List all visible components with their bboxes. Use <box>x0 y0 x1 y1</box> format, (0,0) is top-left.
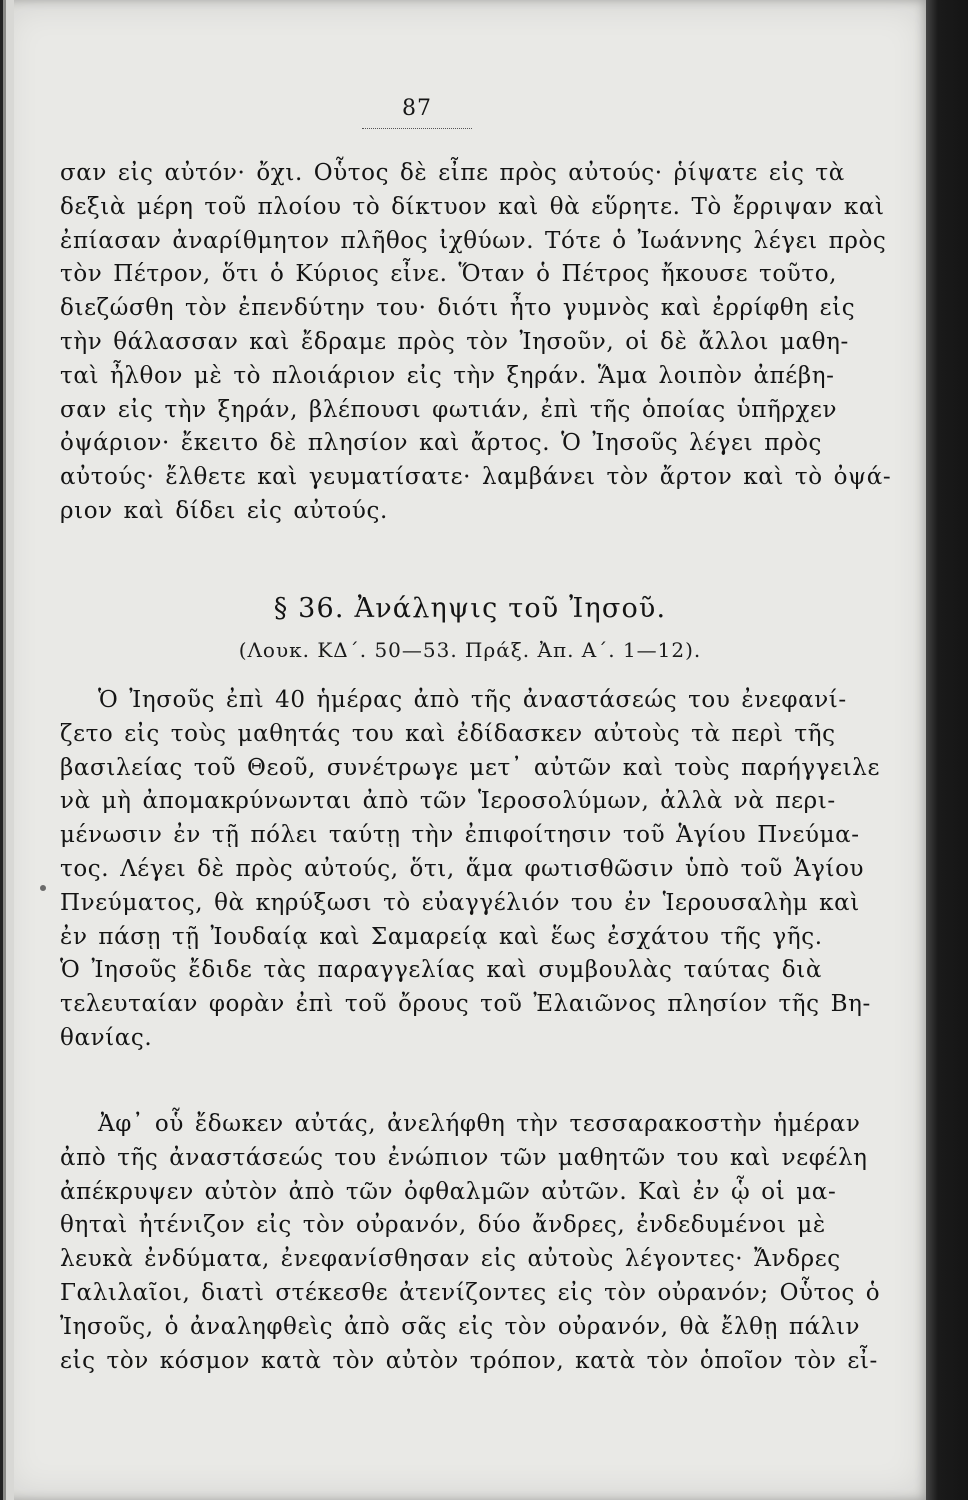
text-line: Πνεύματος, θὰ κηρύξωσι τὸ εὐαγγέλιόν του ἐν Ἱερουσαλὴμ καὶ <box>60 889 860 916</box>
text-line: σαν εἰς τὴν ξηράν, βλέπουσι φωτιάν, ἐπὶ τῆς ὁποίας ὑπῆρχεν <box>60 396 838 423</box>
section-heading: § 36. Ἀνάληψις τοῦ Ἰησοῦ. <box>273 593 667 624</box>
text-line: ζετο εἰς τοὺς μαθητάς του καὶ ἐδίδασκεν αὐτοὺς τὰ περὶ τῆς <box>60 720 836 747</box>
text-line: βασιλείας τοῦ Θεοῦ, συνέτρωγε μετ᾽ αὐτῶν καὶ τοὺς παρήγγειλε <box>60 754 880 781</box>
text-line: λευκὰ ἐνδύματα, ἐνεφανίσθησαν εἰς αὐτοὺς λέγοντες· Ἄνδρες <box>60 1246 841 1273</box>
text-line: ἀπέκρυψεν αὐτὸν ἀπὸ τῶν ὀφθαλμῶν αὐτῶν. Καὶ ἐν ᾧ οἱ μα- <box>60 1178 837 1205</box>
text-line: Ἰησοῦς, ὁ ἀναληφθεὶς ἀπὸ σᾶς εἰς τὸν οὐρανόν, θὰ ἔλθῃ πάλιν <box>60 1313 861 1340</box>
text-line: Ὁ Ἰησοῦς ἐπὶ 40 ἡμέρας ἀπὸ τῆς ἀναστάσεώς του ἐνεφανί- <box>98 687 847 713</box>
text-line: ταὶ ἦλθον μὲ τὸ πλοιάριον εἰς τὴν ξηράν. Ἅμα λοιπὸν ἀπέβη- <box>60 362 835 389</box>
text-line: θηταὶ ἠτένιζον εἰς τὸν οὐρανόν, δύο ἄνδρες, ἐνδεδυμένοι μὲ <box>60 1212 826 1239</box>
text-line: τὴν θάλασσαν καὶ ἔδραμε πρὸς τὸν Ἰησοῦν, οἱ δὲ ἄλλοι μαθη- <box>60 328 849 355</box>
text-line: τος. Λέγει δὲ πρὸς αὐτούς, ὅτι, ἅμα φωτισθῶσιν ὑπὸ τοῦ Ἁγίου <box>60 855 865 882</box>
text-line: τελευταίαν φορὰν ἐπὶ τοῦ ὄρους τοῦ Ἐλαιῶνος πλησίον τῆς Βη- <box>60 991 871 1018</box>
text-line: μένωσιν ἐν τῇ πόλει ταύτῃ τὴν ἐπιφοίτησιν τοῦ Ἁγίου Πνεύμα- <box>60 822 860 849</box>
text-line: τὸν Πέτρον, ὅτι ὁ Κύριος εἶνε. Ὅταν ὁ Πέτρος ἤκουσε τοῦτο, <box>60 261 838 288</box>
paragraph-1 <box>60 157 892 529</box>
paragraph-3 <box>60 1108 881 1378</box>
paragraph-2 <box>60 684 880 1056</box>
text-line: σαν εἰς αὐτόν· ὄχι. Οὗτος δὲ εἶπε πρὸς αὐτούς· ῥίψατε εἰς τὰ <box>60 160 845 186</box>
text-line: ριον καὶ δίδει εἰς αὐτούς. <box>60 497 388 524</box>
text-line: ἐν πάσῃ τῇ Ἰουδαίᾳ καὶ Σαμαρείᾳ καὶ ἕως ἐσχάτου τῆς γῆς. <box>60 923 823 950</box>
text-line: θανίας. <box>60 1024 153 1051</box>
text-line: ἐπίασαν ἀναρίθμητον πλῆθος ἰχθύων. Τότε ὁ Ἰωάννης λέγει πρὸς <box>60 227 887 254</box>
text-line: Ὁ Ἰησοῦς ἔδιδε τὰς παραγγελίας καὶ συμβουλὰς ταύτας διὰ <box>60 957 822 984</box>
text-line: δεξιὰ μέρη τοῦ πλοίου τὸ δίκτυον καὶ θὰ εὕρητε. Τὸ ἔρριψαν καὶ <box>60 193 885 220</box>
text-line: ἀπὸ τῆς ἀναστάσεώς του ἐνώπιον τῶν μαθητῶν του καὶ νεφέλη <box>60 1144 868 1171</box>
text-line: νὰ μὴ ἀπομακρύνωνται ἀπὸ τῶν Ἱεροσολύμων, ἀλλὰ νὰ περι- <box>60 788 836 815</box>
text-line: ὀψάριον· ἔκειτο δὲ πλησίον καὶ ἄρτος. Ὁ Ἰησοῦς λέγει πρὸς <box>60 430 822 457</box>
page-binding-edge <box>0 0 14 1500</box>
text-line: Γαλιλαῖοι, διατὶ στέκεσθε ἀτενίζοντες εἰς τὸν οὐρανόν; Οὗτος ὁ <box>60 1279 881 1306</box>
text-line: διεζώσθη τὸν ἐπενδύτην του· διότι ἦτο γυμνὸς καὶ ἐρρίφθη εἰς <box>60 295 856 322</box>
scan-background-shadow <box>926 0 968 1500</box>
text-line: Ἀφ᾽ οὗ ἔδωκεν αὐτάς, ἀνελήφθη τὴν τεσσαρακοστὴν ἡμέραν <box>98 1111 861 1137</box>
page-number: 87 <box>402 96 432 121</box>
text-line: αὐτούς· ἔλθετε καὶ γευματίσατε· λαμβάνει τὸν ἄρτον καὶ τὸ ὀψά- <box>60 464 892 491</box>
text-line: εἰς τὸν κόσμον κατὰ τὸν αὐτὸν τρόπον, κατὰ τὸν ὁποῖον τὸν εἶ- <box>60 1347 878 1374</box>
page-number-rule <box>362 128 472 129</box>
section-reference: (Λουκ. ΚΔ΄. 50—53. Πράξ. Ἀπ. Α΄. 1—12). <box>238 638 702 662</box>
margin-mark <box>40 885 46 891</box>
